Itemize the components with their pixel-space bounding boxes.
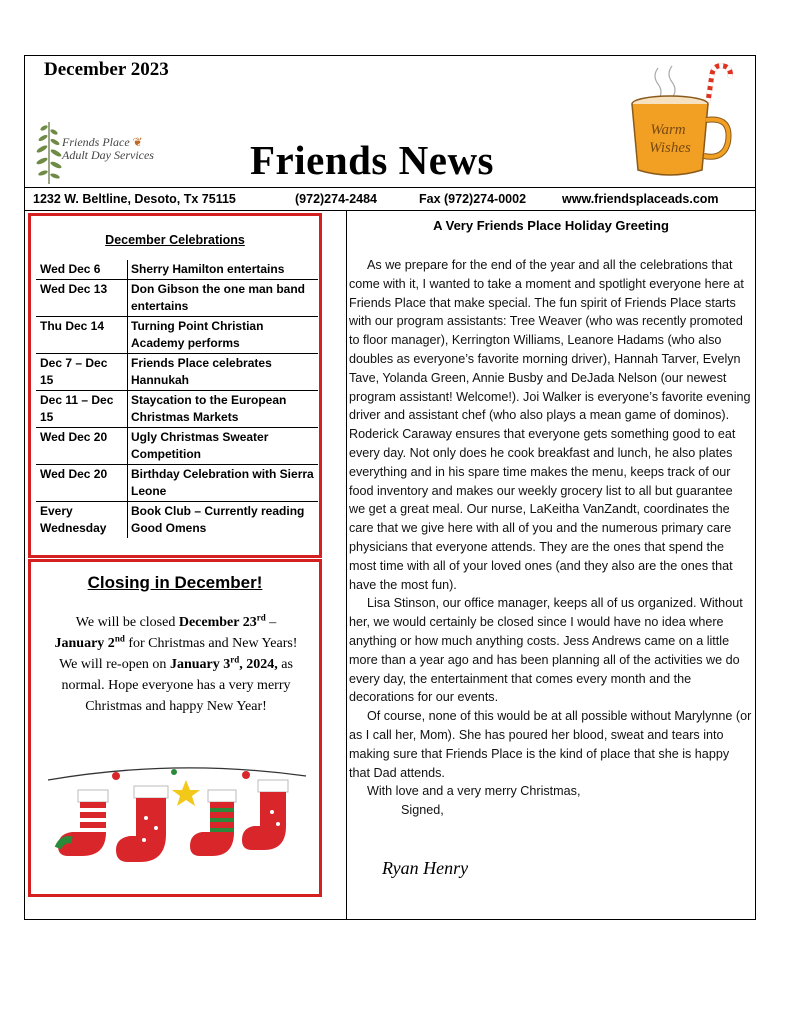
contact-bar xyxy=(24,187,756,211)
mug-text-warm: Warm xyxy=(650,122,686,138)
friends-place-logo xyxy=(34,118,174,186)
article-title: A Very Friends Place Holiday Greeting xyxy=(433,218,669,233)
logo-text: Friends Place ❦ Adult Day Services xyxy=(62,135,154,162)
column-divider xyxy=(346,211,347,920)
celebrations-title: December Celebrations xyxy=(105,233,245,247)
warm-wishes-mug-icon xyxy=(620,62,740,180)
closing-text: We will be closed December 23rd – January 2nd for Christmas and New Years! We will re-open on January 3rd, 2024, as normal. Hope everyone has a very merry Christmas and happy New Year! xyxy=(54,612,298,714)
celebrations-table xyxy=(36,260,318,538)
table-row: Thu Dec 14 Turning Point Christian Academy performs xyxy=(36,317,318,354)
table-row: Dec 7 – Dec 15 Friends Place celebrates Hannukah xyxy=(36,354,318,391)
closing-title: Closing in December! xyxy=(87,573,263,592)
table-row: Every Wednesday Book Club – Currently reading Good Omens xyxy=(36,502,318,539)
stocking-1 xyxy=(58,790,108,856)
website-link[interactable]: www.friendsplaceads.com xyxy=(562,192,719,206)
issue-date: December 2023 xyxy=(44,59,169,80)
article-paragraph: As we prepare for the end of the year and all the celebrations that come with it, I wanted to take a moment and spotlight everyone here at Friends Place that make special. The fun spirit of Friends Place starts with our program assistants: Tree Weaver (who was recently promoted to floor manager), Kerrington Williams, Leanore Hadams (who also doubles as everyone’s favorite morning driver), Hannah Tarver, Evelyn Tave, Yolanda Green, Annie Busby and DeJada Nelson (our newest program assistant! Welcome!). Joi Walker is everyone’s favorite evening driver and assistant chef (who also plays a mean game of dominos). Roderick Caraway ensures that everyone gets something good to eat every day. Not only does he cook breakfast and lunch, he also plates everything and in his spare time makes the menu, keeps track of our food inventory and makes our weekly grocery list to all but guarantee we get a great meal. Our nurse, LaKeitha VanZandt, coordinates the care that we give here with all of you and the numerous primary care physicians that everyone attends. They are the ones that spend the most time with all of your loved ones (and they also are the ones that have the most fun). xyxy=(349,258,751,592)
mug-text-wishes: Wishes xyxy=(649,140,691,156)
table-row: Wed Dec 20 Birthday Celebration with Sierra Leone xyxy=(36,465,318,502)
stocking-2 xyxy=(116,786,168,862)
table-row: Wed Dec 13 Don Gibson the one man band entertains xyxy=(36,280,318,317)
table-row: Wed Dec 6 Sherry Hamilton entertains xyxy=(36,260,318,280)
butterfly-icon: ❦ xyxy=(132,135,143,149)
plant-icon xyxy=(34,118,64,186)
signed-label: Signed, xyxy=(401,803,444,818)
closing-notice-box xyxy=(28,559,322,897)
phone: (972)274-2484 xyxy=(295,192,378,206)
fax: Fax (972)274-0002 xyxy=(419,192,527,206)
christmas-stockings-icon xyxy=(46,762,308,882)
article-paragraph: Lisa Stinson, our office manager, keeps all of us organized. Without her, we would certainly be closed since I would have no idea where anything or how much anything costs. Jess Andrews came on a little more than a year ago and has been planning all of the activities we do every day, the entertainment that comes every month and the decorations for our events. xyxy=(349,596,743,705)
december-celebrations-box xyxy=(28,213,322,558)
signature: Ryan Henry xyxy=(382,858,469,878)
table-row: Wed Dec 20 Ugly Christmas Sweater Competition xyxy=(36,428,318,465)
stocking-4 xyxy=(242,780,288,850)
stocking-3 xyxy=(190,790,236,856)
article-paragraph: With love and a very merry Christmas, xyxy=(367,784,581,799)
article-paragraph: Of course, none of this would be at all possible without Marylynne (or as I call her, Mom). She has poured her blood, sweat and tears into making sure that Friends Place is the kind of place that she is happy that Dad attends. xyxy=(349,709,752,780)
table-row: Dec 11 – Dec 15 Staycation to the European Christmas Markets xyxy=(36,391,318,428)
article-body xyxy=(349,256,752,820)
address: 1232 W. Beltline, Desoto, Tx 75115 xyxy=(33,192,236,206)
newsletter-title: Friends News xyxy=(250,137,495,183)
